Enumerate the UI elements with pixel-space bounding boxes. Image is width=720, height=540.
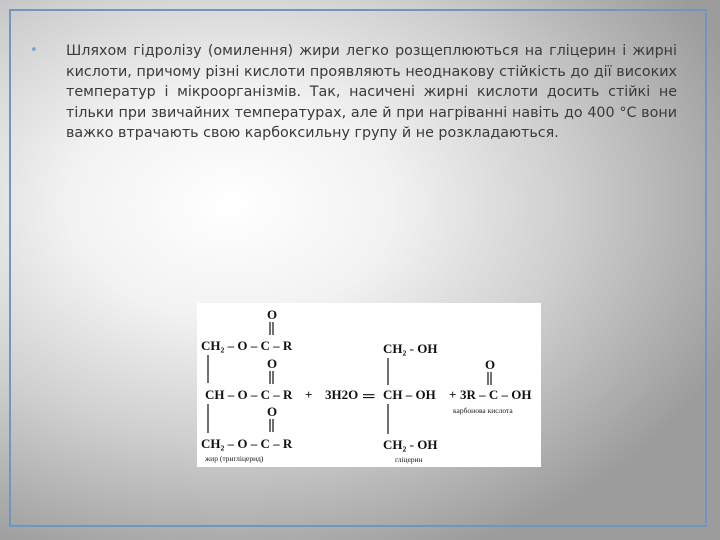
glycerol-row-2: CH – OH (383, 387, 436, 402)
glycerol-structure (383, 341, 437, 464)
acid-structure (453, 357, 532, 415)
plus-sign-2: + (449, 387, 457, 402)
reaction-equation-image (197, 303, 541, 467)
fat-row-3: CH₂ – O – C – R (201, 436, 293, 451)
fat-oxygen-2: O (267, 356, 278, 371)
glycerol-label: гліцерин (395, 455, 423, 464)
fat-row-1: CH₂ – O – C – R (201, 338, 293, 353)
water-formula: 3H2O (325, 387, 359, 402)
bullet-marker: • (30, 43, 38, 58)
glycerol-row-3: CH₂ - OH (383, 437, 438, 452)
plus-sign-1: + (305, 387, 313, 402)
body-paragraph: Шляхом гідролізу (омилення) жири легко розщеплюються на гліцерин і жирні кислоти, причому різні кислоти проявляють неоднакову стійкість до дії високих температур і мікроорганізмів. Так, насичені жирні кислоти досить стійкі не тільки при звичайних температурах, але й при нагріванні навіть до 400 °С вони важко втрачають свою карбоксильну групу й не розкладаються. (66, 43, 677, 141)
fat-label: жир (тригліцерид) (205, 454, 264, 463)
fat-oxygen-3: O (267, 404, 278, 419)
text-block (32, 41, 677, 144)
glycerol-row-1: CH₂ - OH (383, 341, 438, 356)
fat-oxygen-1: O (267, 307, 278, 322)
equals-sign: ═ (363, 388, 375, 405)
acid-oxygen: O (485, 357, 496, 372)
reaction-equation-svg (197, 303, 541, 467)
acid-formula: 3R – C – OH (460, 387, 532, 402)
acid-label: карбонова кислота (453, 406, 513, 415)
fat-structure (201, 307, 293, 463)
fat-row-2: CH – O – C – R (205, 387, 293, 402)
